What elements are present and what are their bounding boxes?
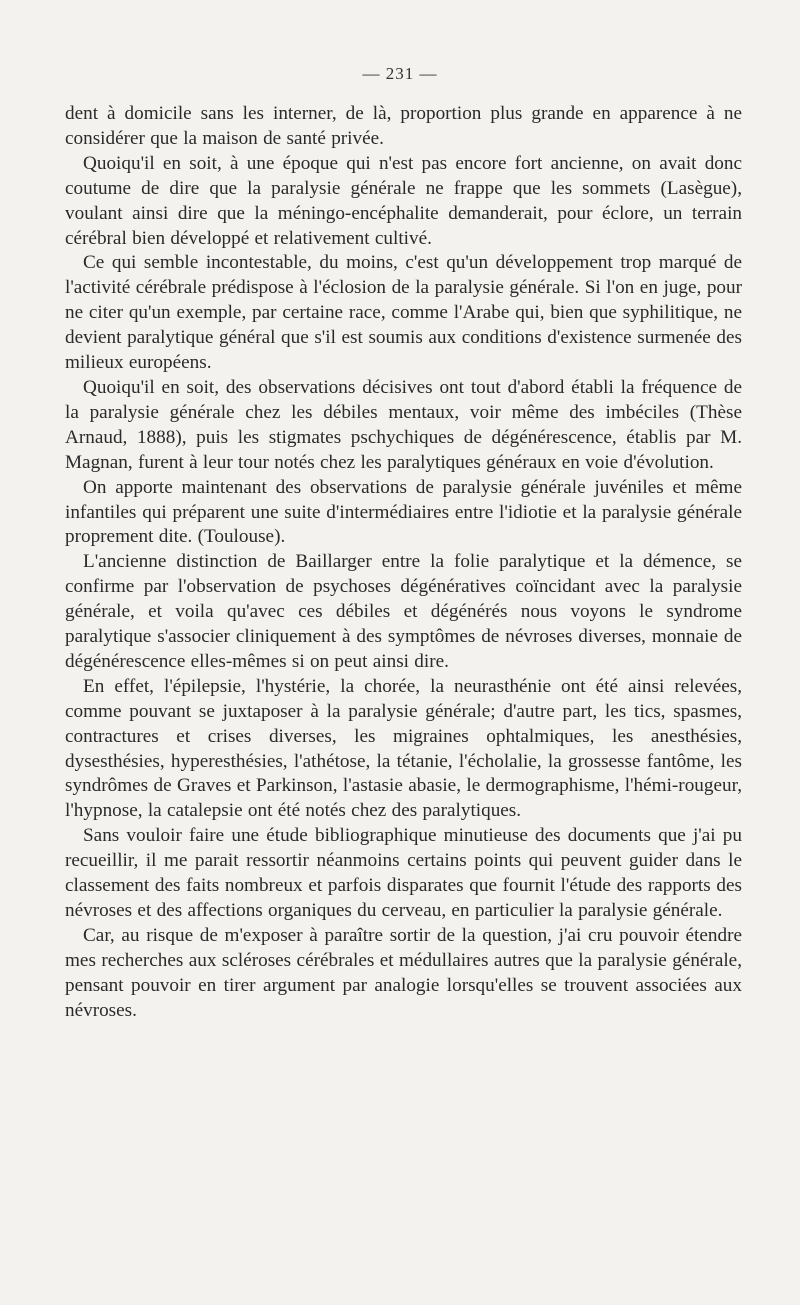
paragraph: Car, au risque de m'exposer à paraître sortir de la question, j'ai cru pouvoir étendre mes recherches aux scléroses cérébrales et médullaires autres que la paralysie générale, pensant pouvoir en tirer argument par analogie lorsqu'elles se trouvent associées aux névroses.	[65, 924, 742, 1021]
paragraph: dent à domicile sans les interner, de là, proportion plus grande en apparence à ne considérer que la maison de santé privée.	[65, 103, 742, 149]
paragraph: En effet, l'épilepsie, l'hystérie, la chorée, la neurasthénie ont été ainsi relevées, comme pouvant se juxtaposer à la paralysie générale; d'autre part, les tics, spasmes, contractures et crises diverses, les migraines ophtalmiques, les anesthésies, dysesthésies, hyperesthésies, l'athétose, la tétanie, l'écholalie, la grossesse fantôme, les syndrômes de Graves et Parkinson, l'astasie abasie, le dermographisme, l'hémi-rougeur, l'hypnose, la catalepsie ont été notés chez des paralytiques.	[65, 675, 742, 822]
paragraph: Sans vouloir faire une étude bibliographique minutieuse des documents que j'ai pu recueillir, il me parait ressortir néanmoins certains points qui peuvent guider dans le classement des faits nombreux et parfois disparates que fournit l'étude des rapports des névroses et des affections organiques du cerveau, en particulier la paralysie générale.	[65, 825, 742, 921]
paragraph: Ce qui semble incontestable, du moins, c'est qu'un développement trop marqué de l'activité cérébrale prédispose à l'éclosion de la paralysie générale. Si l'on en juge, pour ne citer qu'un exemple, par certaine race, comme l'Arabe qui, bien que syphilitique, ne devient paralytique général que s'il est soumis aux conditions d'existence surmenée des milieux européens.	[65, 252, 742, 374]
page-number: — 231 —	[362, 64, 438, 83]
paragraph: On apporte maintenant des observations de paralysie générale juvéniles et même infantiles qui préparent une suite d'intermédiaires entre l'idiotie et la paralysie générale proprement dite. (Toulouse).	[65, 476, 742, 548]
paragraph: Quoiqu'il en soit, à une époque qui n'est pas encore fort ancienne, on avait donc coutume de dire que la paralysie générale ne frappe que les sommets (Lasègue), voulant ainsi dire que la méningo-encéphalite demanderait, pour éclore, un terrain cérébral bien développé et relativement cultivé.	[65, 152, 742, 249]
paragraph: L'ancienne distinction de Baillarger entre la folie paralytique et la démence, se confirme par l'observation de psychoses dégénératives coïncidant avec la paralysie générale, et voila qu'avec ces débiles et dégénérés nous voyons le syndrome paralytique s'associer cliniquement à des symptômes de névroses diverses, monnaie de dégénérescence elles-mêmes si on peut ainsi dire.	[65, 551, 742, 672]
body-text	[65, 102, 742, 1024]
paragraph: Quoiqu'il en soit, des observations décisives ont tout d'abord établi la fréquence de la paralysie générale chez les débiles mentaux, voir même des imbéciles (Thèse Arnaud, 1888), puis les stigmates pschychiques de dégénérescence, établis par M. Magnan, furent à leur tour notés chez les paralytiques généraux en voie d'évolution.	[65, 376, 742, 473]
